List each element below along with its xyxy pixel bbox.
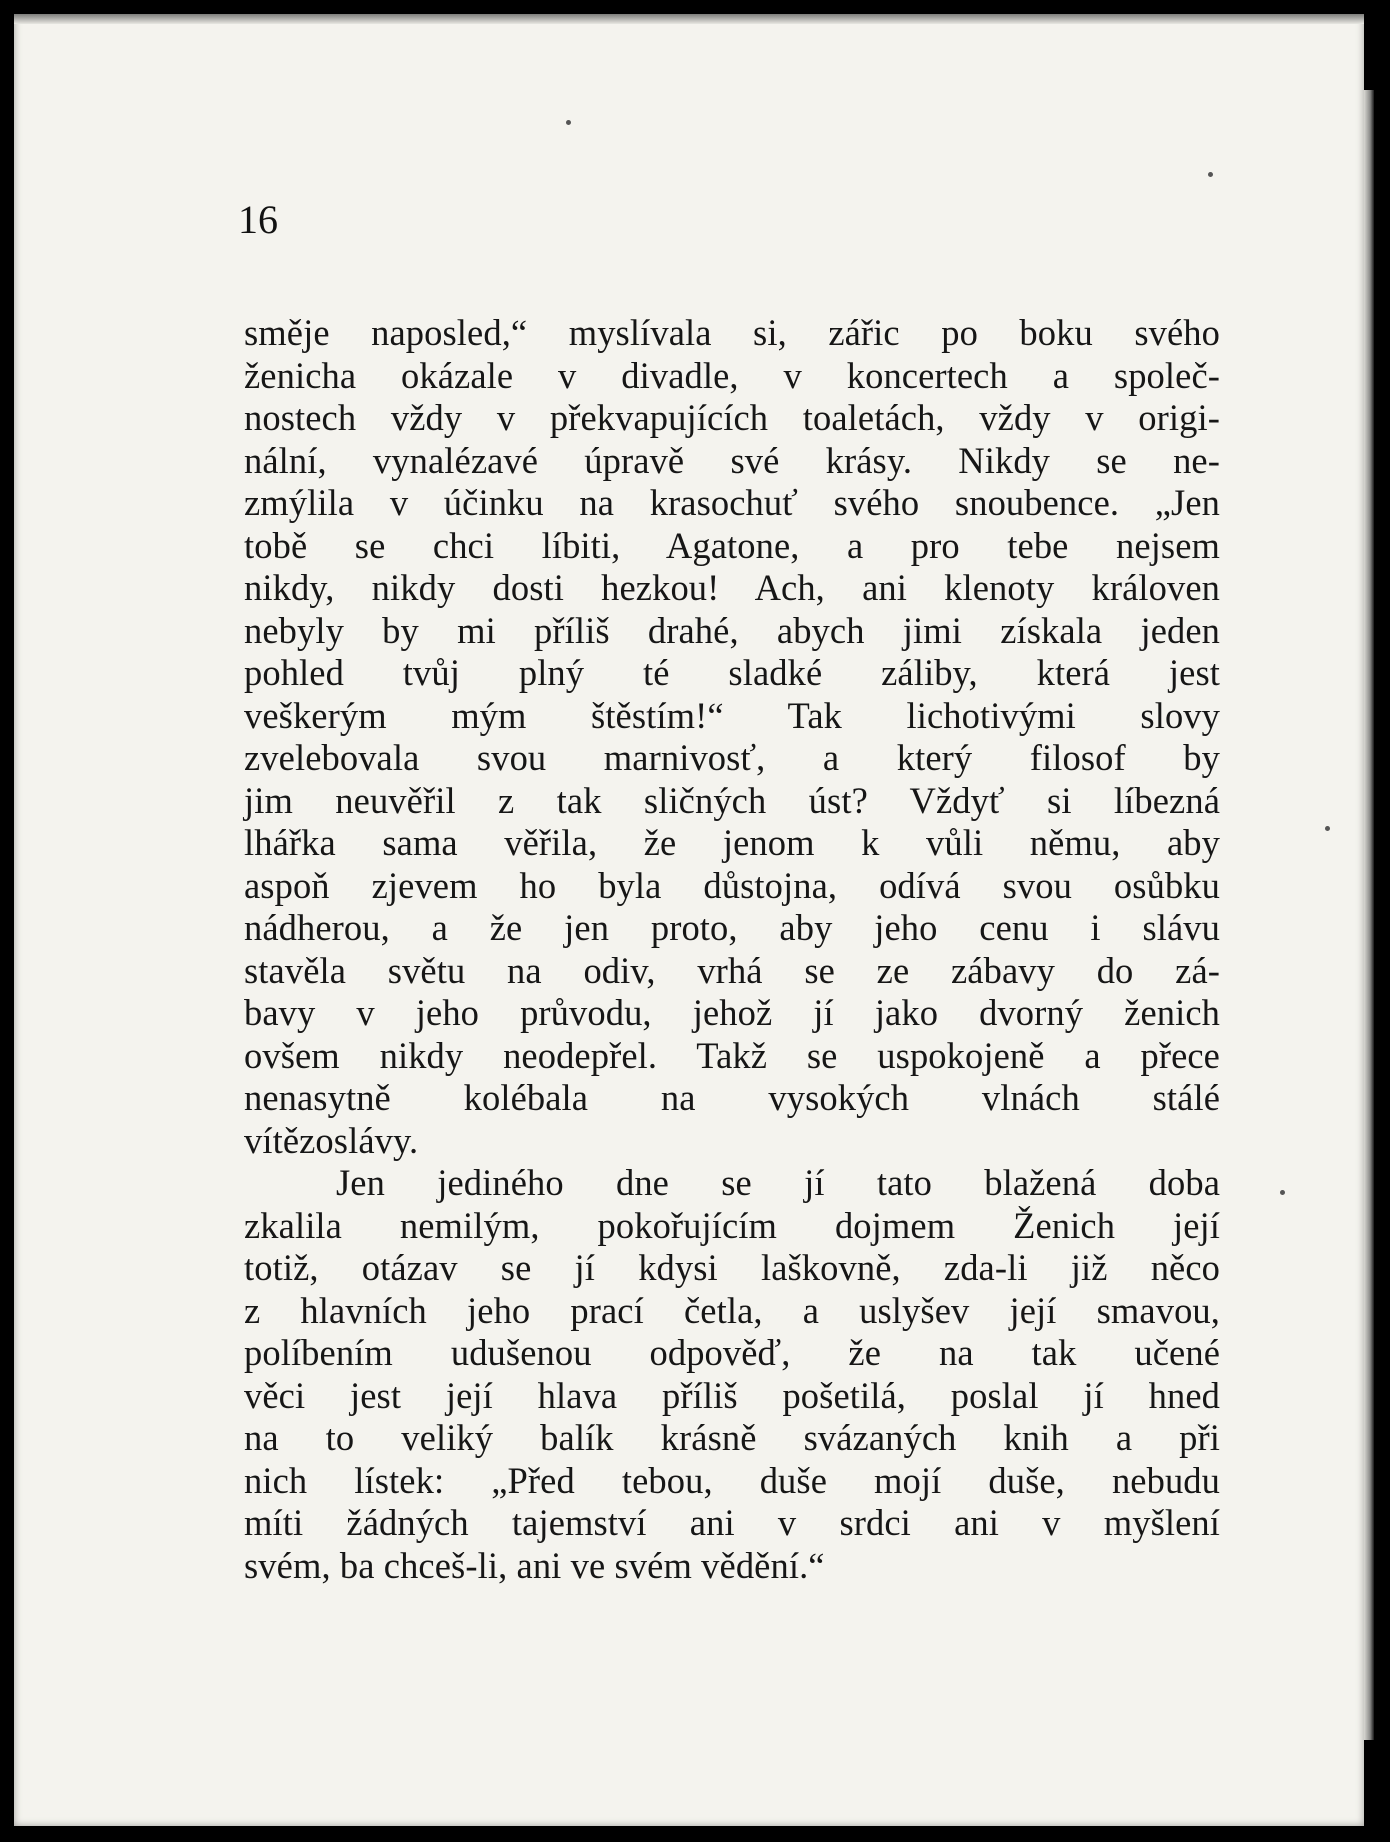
speck (566, 120, 571, 125)
text-line: stavěla světu na odiv, vrhá se ze zábavy do zá- (244, 949, 1220, 991)
text-line: zmýlila v účinku na krasochuť svého snoubence. „Jen (244, 482, 1220, 523)
text-line: nebyly by mi příliš drahé, abych jimi získala jeden (244, 609, 1220, 651)
text-line: zkalila nemilým, pokořujícím dojmem Ženich její (244, 1204, 1220, 1246)
text-line: políbením udušenou odpověď, že na tak učené (244, 1332, 1220, 1373)
text-line: nich lístek: „Před tebou, duše mojí duše, nebudu (244, 1459, 1220, 1501)
page-right-edge (1364, 90, 1374, 1740)
text-line: míti žádných tajemství ani v srdci ani v myšlení (244, 1502, 1220, 1543)
paragraph-end-line: vítězoslávy. (244, 1119, 419, 1161)
text-line: zvelebovala svou marnivosť, a který filosof by (244, 737, 1220, 778)
text-line: totiž, otázav se jí kdysi laškovně, zda-li již něco (244, 1247, 1220, 1288)
text-line: lhářka sama věřila, že jenom k vůli němu, aby (244, 822, 1220, 863)
text-line: nostech vždy v překvapujících toaletách, vždy v origi- (244, 397, 1220, 438)
speck (1280, 1190, 1285, 1195)
text-line: nádherou, a že jen proto, aby jeho cenu i slávu (244, 907, 1220, 948)
text-line: aspoň zjevem ho byla důstojna, odívá svou osůbku (244, 864, 1220, 906)
text-line: věci jest její hlava příliš pošetilá, poslal jí hned (244, 1374, 1220, 1416)
text-line: nenasytně kolébala na vysokých vlnách stálé (244, 1077, 1220, 1118)
text-line: jim neuvěřil z tak sličných úst? Vždyť si líbezná (244, 779, 1220, 821)
text-line: směje naposled,“ myslívala si, zářic po boku svého (244, 312, 1220, 353)
text-line: pohled tvůj plný té sladké záliby, která jest (244, 652, 1220, 693)
body-text (244, 312, 1220, 1587)
text-line: na to veliký balík krásně svázaných knih a při (244, 1417, 1220, 1458)
text-line: ženicha okázale v divadle, v koncertech a společ- (244, 354, 1220, 396)
paragraph-end-line: svém, ba chceš-li, ani ve svém vědění.“ (244, 1544, 825, 1586)
text-line: nální, vynalézavé úpravě své krásy. Nikdy se ne- (244, 439, 1220, 481)
text-line: nikdy, nikdy dosti hezkou! Ach, ani klenoty královen (244, 567, 1220, 608)
text-line: tobě se chci líbiti, Agatone, a pro tebe nejsem (244, 524, 1220, 566)
page-top-edge (14, 14, 1364, 24)
text-line: bavy v jeho průvodu, jehož jí jako dvorný ženich (244, 992, 1220, 1033)
speck (1325, 826, 1330, 831)
text-line: z hlavních jeho prací četla, a uslyšev její smavou, (244, 1289, 1220, 1331)
paragraph-first-line: Jen jediného dne se jí tato blažená doba (336, 1162, 1220, 1203)
text-line: veškerým mým štěstím!“ Tak lichotivými slovy (244, 694, 1220, 736)
text-line: ovšem nikdy neodepřel. Takž se uspokojeně a přece (244, 1034, 1220, 1076)
page-number: 16 (238, 197, 278, 242)
speck (1208, 172, 1213, 177)
